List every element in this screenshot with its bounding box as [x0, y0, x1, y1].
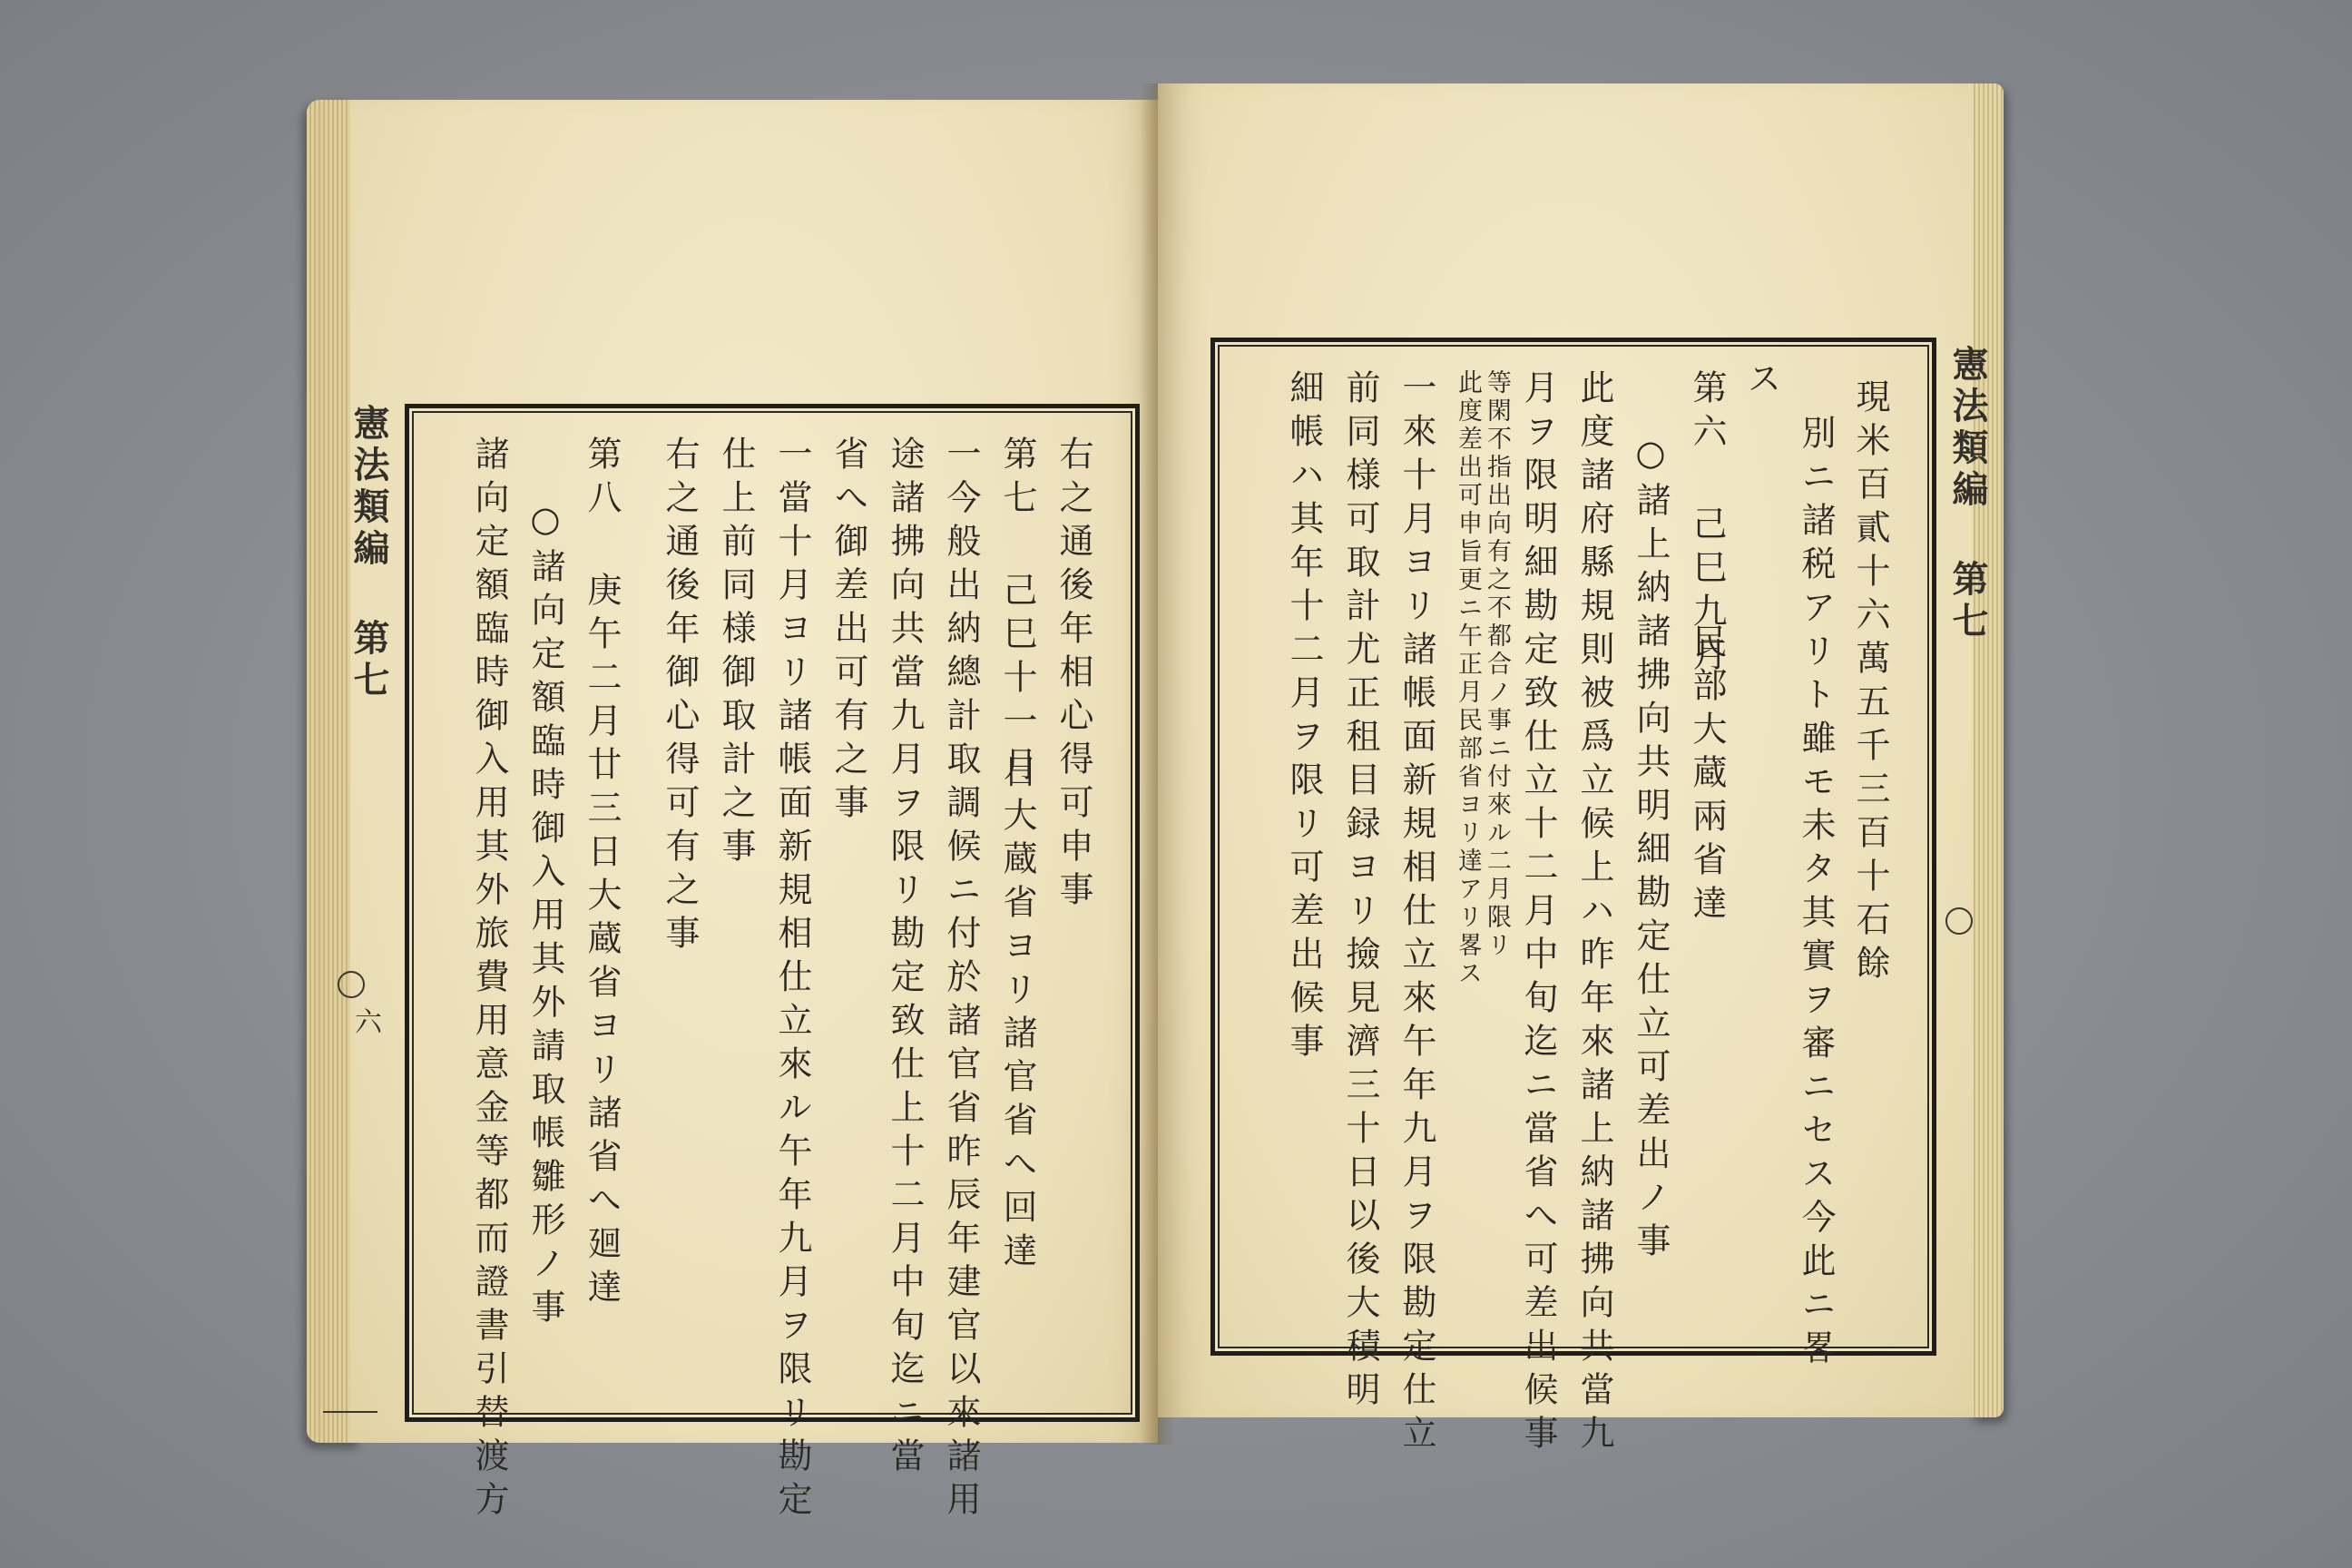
- text-column: 現米百貳十六萬五千三百十石餘: [1850, 378, 1890, 988]
- text-column: ス: [1741, 360, 1781, 404]
- left-page-binding-mark: [338, 971, 365, 998]
- text-column: 省へ御差出可有之事: [828, 436, 868, 828]
- right-text-frame: [1210, 338, 1936, 1458]
- annotation-column: 等閑不指出向有之不都合ノ事ニ付來ル二月限リ: [1483, 369, 1511, 960]
- text-column: 前同様可取計尤正租目録ヨリ撿見濟三十日以後大積明: [1340, 369, 1380, 1415]
- left-text-frame: [405, 404, 1140, 1524]
- text-column: 諸向定額臨時御入用其外旅費用意金等都而證書引替渡方: [469, 436, 509, 1524]
- right-page-edges: [1971, 83, 2004, 1417]
- text-column: 途諸拂向共當九月ヲ限リ勘定致仕上十二月中旬迄ニ當: [885, 436, 925, 1481]
- annotation-column: 此度差出可申旨更ニ午正月民部省ヨリ達アリ畧ス: [1454, 369, 1482, 988]
- text-column: 右之通後年御心得可有之事: [660, 436, 700, 958]
- text-column: 第八 庚午二月廿三日大蔵省ヨリ諸省へ廻達: [582, 436, 622, 1312]
- text-column: 右之通後年相心得可申事: [1054, 436, 1093, 915]
- text-column: 一當十月ヨリ諸帳面新規相仕立來ル午年九月ヲ限リ勘定: [772, 436, 812, 1524]
- text-column: 月ヲ限明細勘定致仕立十二月中旬迄ニ當省へ可差出候事: [1518, 369, 1558, 1458]
- text-column: 仕上前同様御取計之事: [716, 436, 756, 871]
- right-page: [1158, 83, 1989, 1458]
- right-page-side-header: 憲法類編 第七: [1946, 345, 1989, 643]
- text-column: ○諸上納諸拂向共明細勘定仕立可差出ノ事: [1631, 433, 1671, 1266]
- left-page: [348, 100, 1158, 1524]
- text-column: ○諸向定額臨時御入用其外請取帳雛形ノ事: [525, 499, 565, 1332]
- text-column: 民部大蔵兩省達: [1687, 623, 1727, 928]
- text-column: 一今般出納總計取調候ニ付於諸官省昨辰年建官以來諸用: [941, 436, 981, 1524]
- right-page-binding-mark: [1945, 907, 1973, 935]
- text-column: 第七 己巳十一月: [997, 436, 1037, 789]
- left-page-number: 六: [349, 1007, 381, 1034]
- left-page-side-header: 憲法類編 第七: [348, 404, 390, 702]
- text-column: 第六 己巳九月: [1687, 369, 1727, 680]
- left-page-edge-line: [323, 1411, 377, 1413]
- text-column: 日大蔵省ヨリ諸官省へ回達: [997, 753, 1037, 1276]
- text-column: 一來十月ヨリ諸帳面新規相仕立來午年九月ヲ限勘定仕立: [1396, 369, 1436, 1458]
- text-column: 別ニ諸税アリト雖モ未タ其實ヲ審ニセス今此ニ畧: [1796, 415, 1836, 1373]
- open-book: [307, 83, 2004, 1524]
- text-column: 此度諸府縣規則被爲立候上ハ昨年來諸上納諸拂向共當九: [1574, 369, 1614, 1458]
- text-column: 細帳ハ其年十二月ヲ限リ可差出候事: [1284, 369, 1324, 1066]
